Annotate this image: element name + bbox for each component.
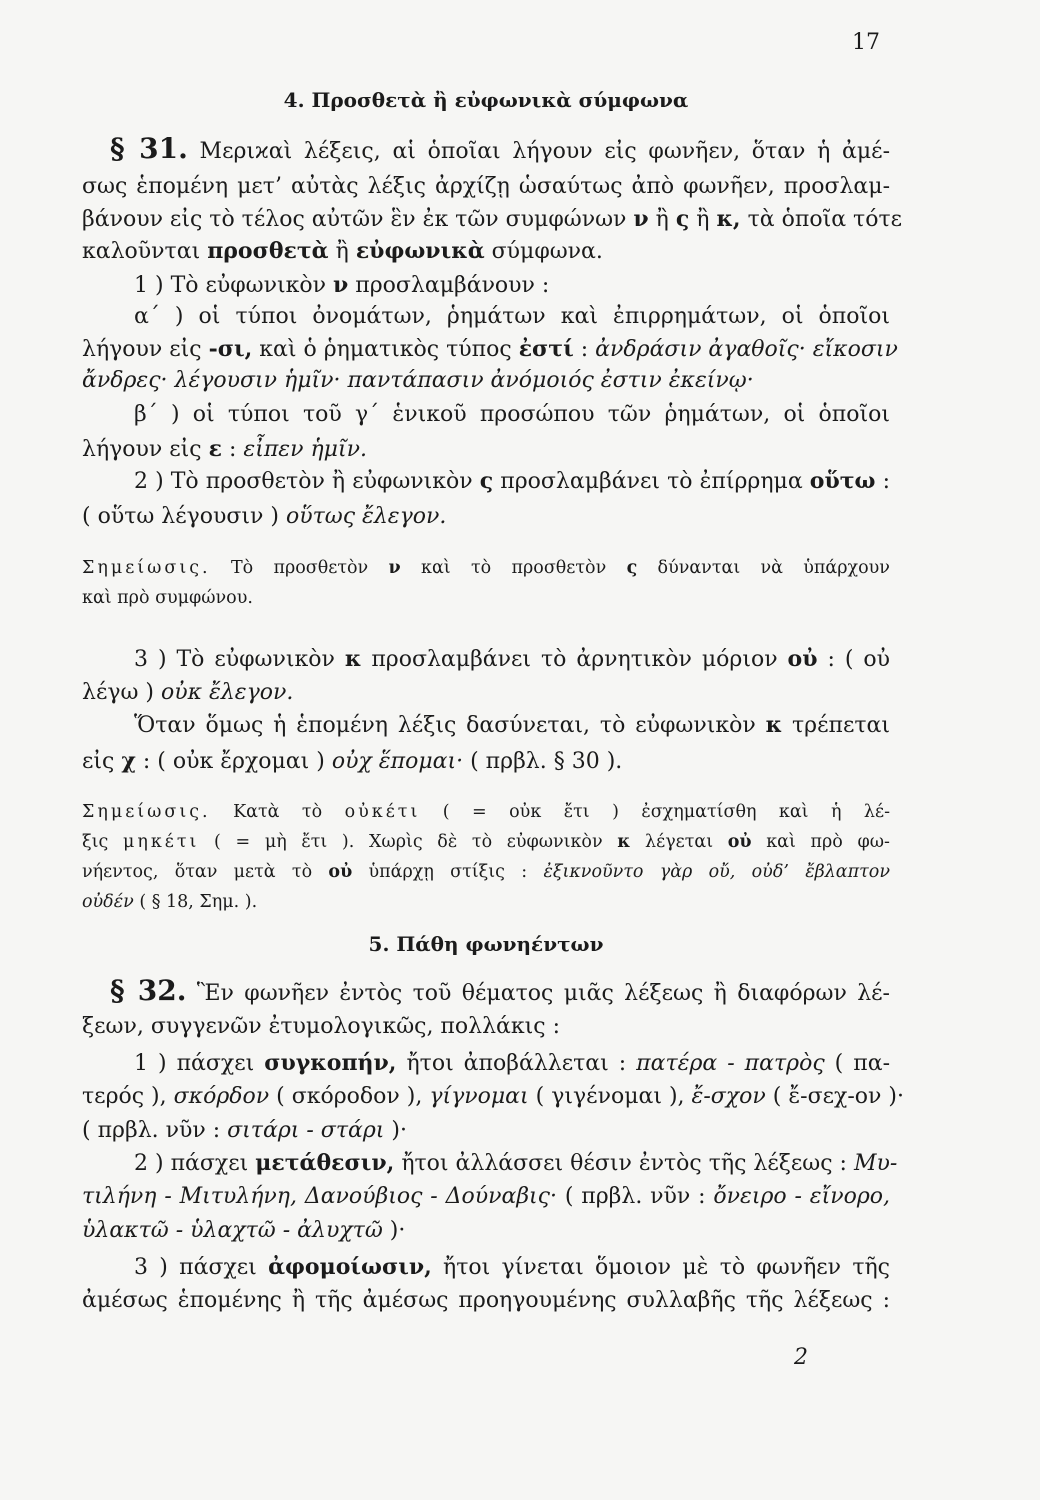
rule-2-line-2: ( οὕτω λέγουσιν ) οὕτως ἔλεγον. bbox=[82, 504, 447, 529]
rule-3-line-1: 3 ) Τὸ εὐφωνικὸν κ προσλαμβάνει τὸ ἀρνητικὸν μόριον οὐ : ( οὐ bbox=[134, 646, 891, 672]
para-31-line-4: καλοῦνται προσθετὰ ἢ εὐφωνικὰ σύμφωνα. bbox=[82, 238, 603, 264]
section-mark-32: § 32. bbox=[110, 974, 187, 1007]
para-32-line-1: § 32. Ἓν φωνῆεν ἐντὸς τοῦ θέματος μιᾶς λέξεως ἢ διαφόρων λέ- bbox=[110, 974, 890, 1007]
note-2-line-1: Σημείωσις. Κατὰ τὸ οὐκέτι ( = οὐκ ἔτι ) ἐσχηματίσθη καὶ ἡ λέ- bbox=[82, 802, 890, 822]
item-3-line-2: ἀμέσως ἑπομένης ἢ τῆς ἀμέσως προηγουμένης συλλαβῆς τῆς λέξεως : bbox=[82, 1288, 890, 1313]
rule-1b-line-1: β΄ ) οἱ τύποι τοῦ γ΄ ἑνικοῦ προσώπου τῶν ῥημάτων, οἱ ὁποῖοι bbox=[134, 402, 890, 427]
item-2-line-2: τιλήνη - Μιτυλήνη, Δανούβιος - Δούναβις· ( πρβλ. νῦν : ὄνειρο - εἴνορο, bbox=[82, 1184, 890, 1209]
item-1-line-1: 1 ) πάσχει συγκοπήν, ἤτοι ἀποβάλλεται : πατέρα - πατρὸς ( πα- bbox=[134, 1050, 890, 1076]
rule-3-line-3: Ὅταν ὅμως ἡ ἑπομένη λέξις δασύνεται, τὸ εὐφωνικὸν κ τρέπεται bbox=[134, 712, 891, 738]
section-heading-5: 5. Πάθη φωνηέντων bbox=[368, 932, 604, 956]
note-1-line-1: Σημείωσις. Τὸ προσθετὸν ν καὶ τὸ προσθετὸν ς δύνανται νὰ ὑπάρχουν bbox=[82, 558, 890, 578]
rule-1a-line-1: α΄ ) οἱ τύποι ὀνομάτων, ῥημάτων καὶ ἐπιρρημάτων, οἱ ὁποῖοι bbox=[134, 304, 890, 329]
rule-3-line-4: εἰς χ : ( οὐκ ἔρχομαι ) οὐχ ἕπομαι· ( πρβλ. § 30 ). bbox=[82, 748, 623, 774]
item-1-line-2: τερός ), σκόρδον ( σκόροδον ), γίγνομαι ( γιγένομαι ), ἔ-σχον ( ἔ-σεχ-ον )· bbox=[82, 1084, 904, 1109]
page-number: 17 bbox=[852, 30, 880, 55]
item-3-line-1: 3 ) πάσχει ἀφομοίωσιν, ἤτοι γίνεται ὅμοιον μὲ τὸ φωνῆεν τῆς bbox=[134, 1254, 890, 1280]
item-2-line-1: 2 ) πάσχει μετάθεσιν, ἤτοι ἀλλάσσει θέσιν ἐντὸς τῆς λέξεως : Μυ- bbox=[134, 1150, 898, 1176]
section-mark-31: § 31. bbox=[110, 132, 188, 165]
note-2-line-4: οὐδέν ( § 18, Σημ. ). bbox=[82, 892, 258, 912]
rule-1a-line-3: ἄνδρες· λέγουσιν ἡμῖν· παντάπασιν ἀνόμοιός ἐστιν ἐκείνῳ· bbox=[82, 368, 754, 393]
para-31-line-1: § 31. Μεριϰαὶ λέξεις, αἱ ὁποῖαι λήγουν εἰς φωνῆεν, ὅταν ἡ ἀμέ- bbox=[110, 132, 891, 165]
item-1-line-3: ( πρβλ. νῦν : σιτάρι - στάρι )· bbox=[82, 1118, 407, 1143]
para-31-line-3: βάνουν εἰς τὸ τέλος αὐτῶν ἓν ἐκ τῶν συμφώνων ν ἢ ς ἢ κ, τὰ ὁποῖα τότε bbox=[82, 206, 903, 232]
item-2-line-3: ὑλακτῶ - ὑλαχτῶ - ἀλυχτῶ )· bbox=[82, 1218, 406, 1243]
rule-1: 1 ) Τὸ εὐφωνικὸν ν προσλαμβάνουν : bbox=[134, 272, 550, 298]
rule-3-line-2: λέγω ) οὐκ ἔλεγον. bbox=[82, 680, 294, 705]
para-31-line-2: σως ἑπομένη μετ’ αὐτὰς λέξις ἀρχίζῃ ὡσαύτως ἀπὸ φωνῆεν, προσλαμ- bbox=[82, 174, 890, 199]
rule-1a-line-2: λήγουν εἰς -σι, καὶ ὁ ῥηματικὸς τύπος ἐστί : ἀνδράσιν ἀγαθοῖς· εἴκοσιν bbox=[82, 336, 898, 362]
note-1-line-2: καὶ πρὸ συμφώνου. bbox=[82, 588, 253, 608]
note-2-line-2: ξις μηκέτι ( = μὴ ἔτι ). Χωρὶς δὲ τὸ εὐφωνικὸν κ λέγεται οὐ καὶ πρὸ φω- bbox=[82, 832, 890, 852]
note-2-line-3: νήεντος, ὅταν μετὰ τὸ οὐ ὑπάρχῃ στίξις : ἐξικνοῦντο γὰρ οὔ, οὐδ’ ἔβλαπτον bbox=[82, 862, 890, 882]
signature-mark: 2 bbox=[794, 1345, 808, 1370]
section-heading-4: 4. Προσθετὰ ἢ εὐφωνικὰ σύμφωνα bbox=[283, 88, 689, 112]
rule-2-line-1: 2 ) Τὸ προσθετὸν ἢ εὐφωνικὸν ς προσλαμβάνει τὸ ἐπίρρημα οὕτω : bbox=[134, 468, 890, 494]
rule-1b-line-2: λήγουν εἰς ε : εἶπεν ἡμῖν. bbox=[82, 436, 367, 462]
para-32-line-2: ξεων, συγγενῶν ἐτυμολογικῶς, πολλάκις : bbox=[82, 1014, 560, 1039]
